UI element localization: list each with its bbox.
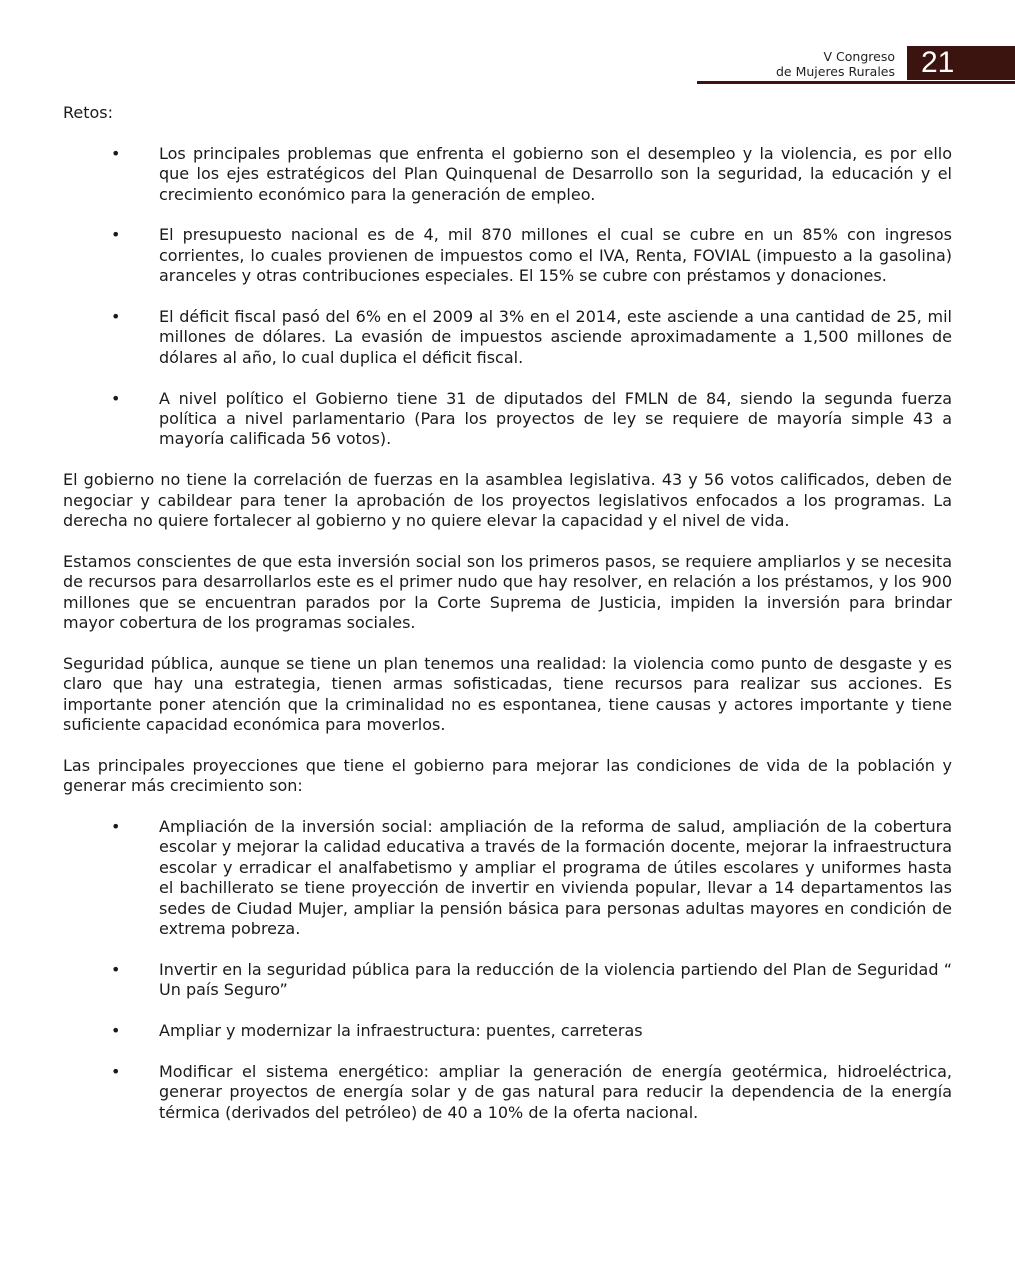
- paragraph-seguridad: Seguridad pública, aunque se tiene un plan tenemos una realidad: la violencia como punto de desgaste y es claro que hay una estrategia, tienen armas sofisticadas, tiene recursos para realizar sus acciones. Es importante poner atención que la criminalidad no es espontanea, tiene causas y actores importante y tiene suficiente capacidad económica para moverlos.: [63, 653, 952, 735]
- list-item: [63, 307, 952, 368]
- page-number: 21: [907, 46, 1015, 80]
- list-item: [63, 225, 952, 286]
- publication-title-line2: de Mujeres Rurales: [775, 64, 895, 79]
- retos-list: [63, 144, 952, 450]
- publication-title: [776, 49, 895, 79]
- list-item-text: Invertir en la seguridad pública para la reducción de la violencia partiendo del Plan de Seguridad “ Un país Seguro”: [159, 959, 952, 1000]
- retos-heading: Retos:: [63, 103, 114, 122]
- list-item-text: Los principales problemas que enfrenta el gobierno son el desempleo y la violencia, es por ello que los ejes estratégicos del Plan Quinquenal de Desarrollo son la seguridad, la educación y el crecimiento económico para la generación de empleo.: [159, 143, 952, 204]
- list-item: [63, 1062, 952, 1123]
- list-item: [63, 1021, 952, 1041]
- bullet-icon: •: [111, 1021, 121, 1041]
- paragraph-inversion: Estamos conscientes de que esta inversión social son los primeros pasos, se requiere ampliarlos y se necesita de recursos para desarrollarlos este es el primer nudo que hay resolver, en relación a los préstamos, y los 900 millones que se encuentran parados por la Corte Suprema de Justicia, impiden la inversión para brindar mayor cobertura de los programas sociales.: [63, 551, 952, 633]
- list-item-text: Ampliación de la inversión social: ampliación de la reforma de salud, ampliación de la cobertura escolar y mejorar la calidad educativa a través de la formación docente, mejorar la infraestructura escolar y erradicar el analfabetismo y ampliar el programa de útiles escolares y uniformes hasta el bachillerato se tiene proyección de invertir en vivienda popular, llevar a 14 departamentos las sedes de Ciudad Mujer, ampliar la pensión básica para personas adultas mayores en condición de extrema pobreza.: [159, 817, 952, 939]
- list-item: [63, 817, 952, 939]
- paragraph-proyecciones-intro: Las principales proyecciones que tiene el gobierno para mejorar las condiciones de vida de la población y generar más crecimiento son:: [63, 755, 952, 796]
- list-item-text: A nivel político el Gobierno tiene 31 de diputados del FMLN de 84, siendo la segunda fuerza política a nivel parlamentario (Para los proyectos de ley se requiere de mayoría simple 43 a mayoría calificada 56 votos).: [159, 388, 952, 449]
- bullet-icon: •: [111, 388, 121, 408]
- page-header: [697, 46, 1015, 84]
- publication-title-line1: V Congreso: [823, 49, 895, 64]
- bullet-icon: •: [111, 817, 121, 837]
- page-body: [63, 103, 952, 1144]
- bullet-icon: •: [111, 225, 121, 245]
- header-rule: [697, 81, 1015, 84]
- bullet-icon: •: [111, 143, 121, 163]
- proyecciones-list: [63, 817, 952, 1123]
- list-item-text: El presupuesto nacional es de 4, mil 870 millones el cual se cubre en un 85% con ingresos corrientes, lo cuales provienen de impuestos como el IVA, Renta, FOVIAL (impuesto a la gasolina) aranceles y otras contribuciones especiales. El 15% se cubre con préstamos y donaciones.: [159, 225, 952, 286]
- list-item: [63, 389, 952, 450]
- list-item-text: Ampliar y modernizar la infraestructura: puentes, carreteras: [159, 1021, 643, 1041]
- bullet-icon: •: [111, 1061, 121, 1081]
- list-item-text: Modificar el sistema energético: ampliar la generación de energía geotérmica, hidroeléctrica, generar proyectos de energía solar y de gas natural para reducir la dependencia de la energía térmica (derivados del petróleo) de 40 a 10% de la oferta nacional.: [159, 1061, 952, 1122]
- paragraph-correlacion: El gobierno no tiene la correlación de fuerzas en la asamblea legislativa. 43 y 56 votos calificados, deben de negociar y cabildear para tener la aprobación de los proyectos legislativos enfocados a los programas. La derecha no quiere fortalecer al gobierno y no quiere elevar la capacidad y el nivel de vida.: [63, 470, 952, 531]
- bullet-icon: •: [111, 307, 121, 327]
- list-item: [63, 144, 952, 205]
- list-item-text: El déficit fiscal pasó del 6% en el 2009 al 3% en el 2014, este asciende a una cantidad de 25, mil millones de dólares. La evasión de impuestos asciende aproximadamente a 1,500 millones de dólares al año, lo cual duplica el déficit fiscal.: [159, 307, 952, 367]
- bullet-icon: •: [111, 959, 121, 979]
- list-item: [63, 960, 952, 1001]
